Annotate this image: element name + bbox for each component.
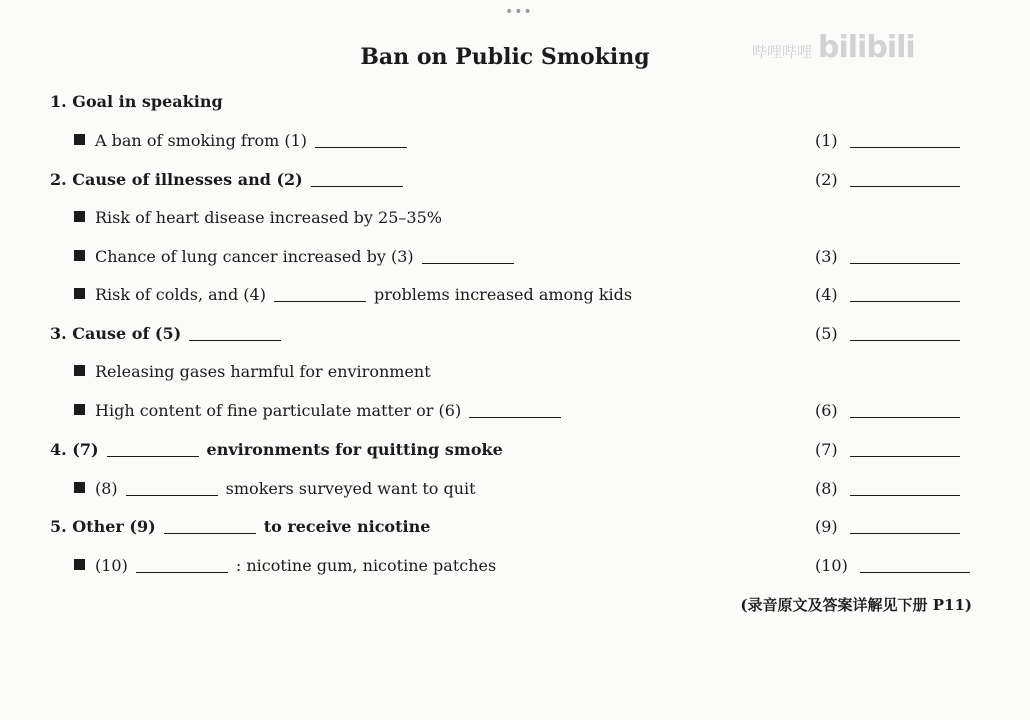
answer-blank[interactable] <box>850 301 960 302</box>
answer-number: (1) <box>815 131 838 150</box>
item-text: (8) <box>95 479 118 498</box>
item-text: : nicotine gum, nicotine patches <box>235 556 497 575</box>
square-bullet-icon <box>74 404 85 415</box>
answer-blank[interactable] <box>850 533 960 534</box>
section-heading <box>50 170 411 189</box>
answer-slot <box>815 401 960 420</box>
fill-in-blank[interactable] <box>422 263 514 264</box>
outline-row <box>0 556 1030 582</box>
fill-in-blank[interactable] <box>126 495 218 496</box>
bullet-item <box>74 208 442 227</box>
square-bullet-icon <box>74 134 85 145</box>
section-heading <box>50 92 223 111</box>
item-text: High content of fine particulate matter or (6) <box>95 401 462 420</box>
top-dots: ••• <box>505 4 533 20</box>
bullet-item <box>74 247 522 266</box>
bullet-item <box>74 556 496 575</box>
outline-row <box>0 208 1030 234</box>
answer-slot <box>815 556 970 575</box>
fill-in-blank[interactable] <box>189 340 281 341</box>
outline-row <box>0 440 1030 466</box>
item-text: Chance of lung cancer increased by (3) <box>95 247 414 266</box>
item-text: Risk of heart disease increased by 25–35% <box>95 208 442 227</box>
item-text: 2. Cause of illnesses and (2) <box>50 170 303 189</box>
square-bullet-icon <box>74 482 85 493</box>
answer-blank[interactable] <box>850 456 960 457</box>
fill-in-blank[interactable] <box>107 456 199 457</box>
bullet-item <box>74 479 476 498</box>
square-bullet-icon <box>74 365 85 376</box>
answer-number: (6) <box>815 401 838 420</box>
answer-number: (8) <box>815 479 838 498</box>
item-text: 1. Goal in speaking <box>50 92 223 111</box>
fill-in-blank[interactable] <box>311 186 403 187</box>
item-text: Risk of colds, and (4) <box>95 285 266 304</box>
fill-in-blank[interactable] <box>274 301 366 302</box>
answer-blank[interactable] <box>850 417 960 418</box>
answer-blank[interactable] <box>850 263 960 264</box>
outline-row <box>0 324 1030 350</box>
answer-blank[interactable] <box>850 147 960 148</box>
item-text: to receive nicotine <box>263 517 431 536</box>
answer-blank[interactable] <box>860 572 970 573</box>
section-heading <box>50 517 430 536</box>
item-text: problems increased among kids <box>373 285 633 304</box>
outline-row <box>0 362 1030 388</box>
outline-row <box>0 479 1030 505</box>
fill-in-blank[interactable] <box>469 417 561 418</box>
answer-slot <box>815 170 960 189</box>
square-bullet-icon <box>74 250 85 261</box>
answer-number: (5) <box>815 324 838 343</box>
item-text: 5. Other (9) <box>50 517 156 536</box>
answer-number: (10) <box>815 556 848 575</box>
answer-slot <box>815 440 960 459</box>
section-heading <box>50 324 289 343</box>
bullet-item <box>74 401 569 420</box>
answer-blank[interactable] <box>850 495 960 496</box>
bullet-item <box>74 285 632 304</box>
answer-blank[interactable] <box>850 186 960 187</box>
outline-row <box>0 170 1030 196</box>
item-text: environments for quitting smoke <box>206 440 503 459</box>
item-text: 3. Cause of (5) <box>50 324 182 343</box>
outline-row <box>0 285 1030 311</box>
answer-number: (4) <box>815 285 838 304</box>
answer-reference-note: (录音原文及答案详解见下册 P11) <box>740 596 972 614</box>
square-bullet-icon <box>74 211 85 222</box>
bullet-item <box>74 131 415 150</box>
square-bullet-icon <box>74 559 85 570</box>
item-text: smokers surveyed want to quit <box>225 479 476 498</box>
item-text: Releasing gases harmful for environment <box>95 362 431 381</box>
watermark-logo: bilibili <box>818 30 915 65</box>
fill-in-blank[interactable] <box>136 572 228 573</box>
section-heading <box>50 440 503 459</box>
fill-in-blank[interactable] <box>315 147 407 148</box>
answer-number: (3) <box>815 247 838 266</box>
item-text: A ban of smoking from (1) <box>95 131 308 150</box>
outline-row <box>0 131 1030 157</box>
outline-row <box>0 247 1030 273</box>
outline-row <box>0 517 1030 543</box>
item-text: 4. (7) <box>50 440 99 459</box>
item-text: (10) <box>95 556 128 575</box>
bullet-item <box>74 362 431 381</box>
answer-slot <box>815 131 960 150</box>
answer-slot <box>815 247 960 266</box>
answer-slot <box>815 324 960 343</box>
answer-number: (7) <box>815 440 838 459</box>
outline-row <box>0 401 1030 427</box>
answer-slot <box>815 285 960 304</box>
outline-row <box>0 92 1030 118</box>
answer-slot <box>815 517 960 536</box>
answer-number: (2) <box>815 170 838 189</box>
answer-slot <box>815 479 960 498</box>
page-title: Ban on Public Smoking <box>360 44 650 70</box>
fill-in-blank[interactable] <box>164 533 256 534</box>
square-bullet-icon <box>74 288 85 299</box>
answer-blank[interactable] <box>850 340 960 341</box>
watermark-chinese: 哔哩哔哩 <box>752 43 813 61</box>
answer-number: (9) <box>815 517 838 536</box>
